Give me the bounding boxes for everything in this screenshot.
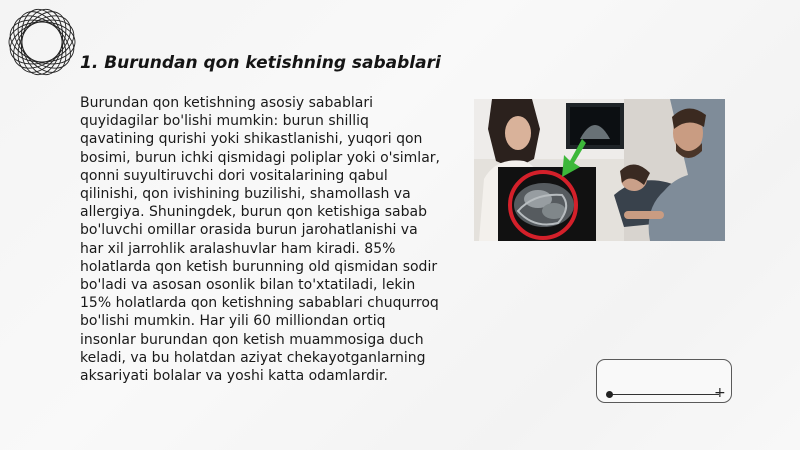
plus-icon[interactable]: + [714,385,726,401]
ultrasound-photo [474,99,725,241]
spirograph-logo [4,4,80,80]
slider-track[interactable] [609,394,719,395]
slide-heading: 1. Burundan qon ketishning sabablari [80,53,441,73]
slide-body-text: Burundan qon ketishning asosiy sabablari quyidagilar bo'lishi mumkin: burun shilliq qavatining qurishi yoki shikastlanishi, yuqori qon bosimi, burun ichki qismidagi poliplar yoki o'simlar, qonni suyultiruvchi dori vositalarining qabul qilinishi, qon ivishining buzilishi, shamollash va allergiya. Shuningdek, burun qon ketishiga sabab bo'luvchi omillar orasida burun jarohatlanishi va har xil jarrohlik aralashuvlar ham kiradi. 85% holatlarda qon ketish burunning old qismidan sodir bo'ladi va asosan osonlik bilan to'xtatiladi, lekin 15% holatlarda qon ketishning sabablari chuqurroq bo'lishi mumkin. Har yili 60 milliondan ortiq insonlar burundan qon ketish muammosiga duch keladi, va bu holatdan aziyat chekayotganlarning aksariyati bolalar va yoshi katta odamlardir. [80,95,440,385]
slider-handle[interactable] [606,391,613,398]
zoom-slider[interactable] [596,359,732,403]
